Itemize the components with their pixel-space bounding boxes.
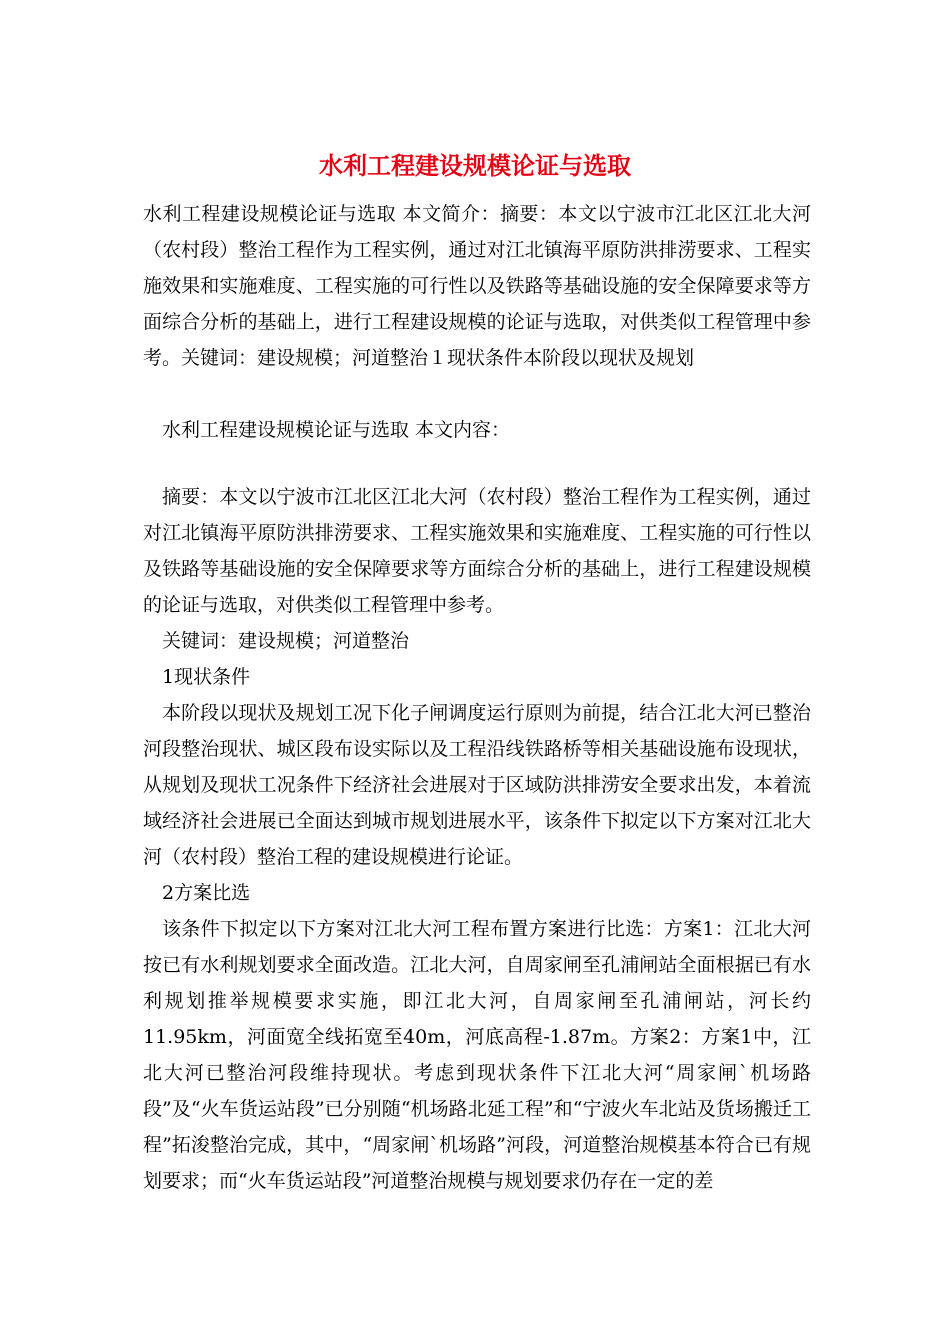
document-title: 水利工程建设规模论证与选取	[319, 151, 631, 180]
section-heading-2: 2方案比选	[162, 882, 251, 904]
section-heading-1: 1现状条件	[162, 666, 251, 688]
contents-label-section	[143, 412, 811, 448]
intro-section	[143, 196, 811, 376]
contents-label: 水利工程建设规模论证与选取 本文内容：	[162, 419, 511, 441]
body-paragraph: 本阶段以现状及规划工况下化子闸调度运行原则为前提，结合江北大河已整治河段整治现状、城区段布设实际以及工程沿线铁路桥等相关基础设施布设现状，从规划及现状工况条件下经济社会进展对于区域防洪排涝安全要求出发，本着流域经济社会进展已全面达到城市规划进展水平，该条件下拟定以下方案对江北大河（农村段）整治工程的建设规模进行论证。	[143, 702, 811, 868]
abstract-paragraph: 摘要：本文以宁波市江北区江北大河（农村段）整治工程作为工程实例，通过对江北镇海平原防洪排涝要求、工程实施效果和实施难度、工程实施的可行性以及铁路等基础设施的安全保障要求等方面综合分析的基础上，进行工程建设规模的论证与选取，对供类似工程管理中参考。	[143, 486, 811, 616]
body-section	[143, 479, 811, 1199]
body-paragraph: 该条件下拟定以下方案对江北大河工程布置方案进行比选：方案1：江北大河按已有水利规划要求全面改造。江北大河，自周家闸至孔浦闸站全面根据已有水利规划推举规模要求实施，即江北大河，自周家闸至孔浦闸站，河长约11.95km，河面宽全线拓宽至40m，河底高程-1.87m。方案2：方案1中，江北大河已整治河段维持现状。考虑到现状条件下江北大河“周家闸`机场路段”及“火车货运站段”已分别随“机场路北延工程”和“宁波火车北站及货场搬迁工程”拓浚整治完成，其中，“周家闸`机场路”河段，河道整治规模基本符合已有规划要求；而“火车货运站段”河道整治规模与规划要求仍存在一定的差	[143, 918, 811, 1192]
intro-paragraph: 水利工程建设规模论证与选取 本文简介：摘要：本文以宁波市江北区江北大河（农村段）整治工程作为工程实例，通过对江北镇海平原防洪排涝要求、工程实施效果和实施难度、工程实施的可行性以及铁路等基础设施的安全保障要求等方面综合分析的基础上，进行工程建设规模的论证与选取，对供类似工程管理中参考。关键词：建设规模；河道整治１现状条件本阶段以现状及规划	[143, 203, 811, 369]
keywords-paragraph: 关键词：建设规模；河道整治	[162, 630, 410, 652]
